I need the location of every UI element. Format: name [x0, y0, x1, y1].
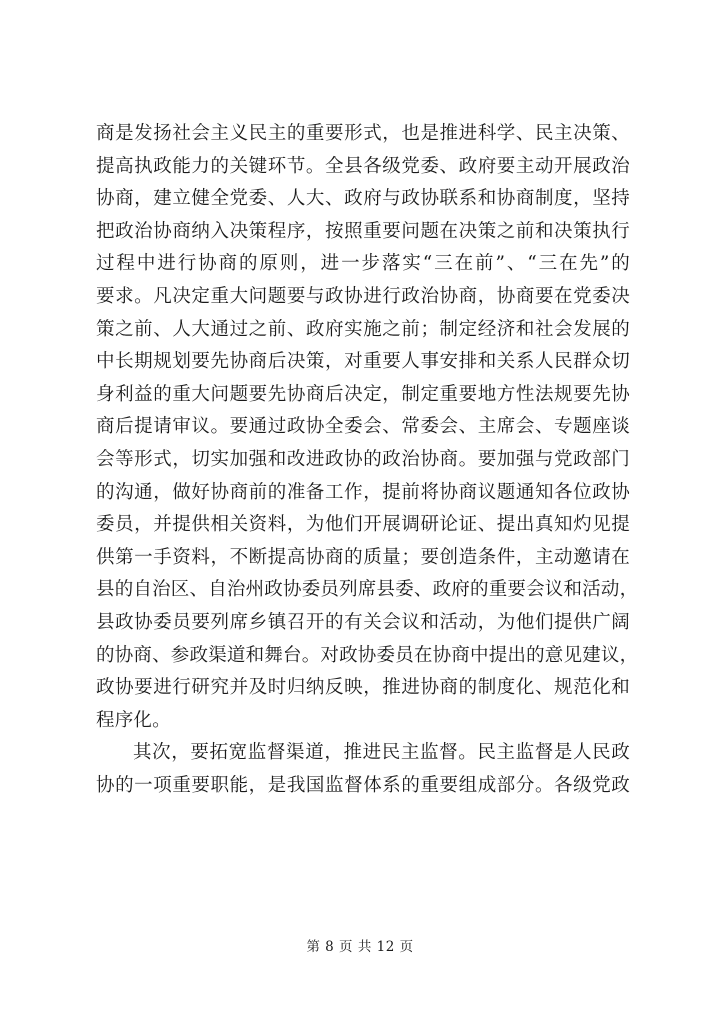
text-line: 县政协委员要列席乡镇召开的有关会议和活动，为他们提供广阔	[96, 611, 630, 633]
text-line: 要求。凡决定重大问题要与政协进行政治协商，协商要在党委决	[96, 285, 630, 307]
text-line: 协的一项重要职能，是我国监督体系的重要组成部分。各级党政	[96, 774, 630, 796]
text-line: 的沟通，做好协商前的准备工作，提前将协商议题通知各位政协	[96, 481, 630, 503]
paragraph-start-line: 其次，要拓宽监督渠道，推进民主监督。民主监督是人民政	[133, 742, 630, 764]
text-line: 的协商、参政渠道和舞台。对政协委员在协商中提出的意见建议，	[96, 644, 639, 666]
page-number-footer: 第 8 页 共 12 页	[306, 939, 414, 955]
text-line: 策之前、人大通过之前、政府实施之前；制定经济和社会发展的	[96, 318, 630, 340]
paragraph-end-line: 程序化。	[96, 709, 171, 731]
text-line: 过程中进行协商的原则，进一步落实“三在前”、“三在先”的	[96, 253, 630, 275]
text-line: 会等形式，切实加强和改进政协的政治协商。要加强与党政部门	[96, 448, 630, 470]
text-line: 政协要进行研究并及时归纳反映，推进协商的制度化、规范化和	[96, 677, 630, 699]
text-line: 供第一手资料，不断提高协商的质量；要创造条件，主动邀请在	[96, 546, 630, 568]
text-line: 中长期规划要先协商后决策，对重要人事安排和关系人民群众切	[96, 351, 630, 373]
text-line: 提高执政能力的关键环节。全县各级党委、政府要主动开展政治	[96, 155, 630, 177]
text-line: 身利益的重大问题要先协商后决定，制定重要地方性法规要先协	[96, 383, 630, 405]
body-text	[96, 118, 639, 802]
text-line: 县的自治区、自治州政协委员列席县委、政府的重要会议和活动，	[96, 579, 639, 601]
text-line: 委员，并提供相关资料，为他们开展调研论证、提出真知灼见提	[96, 514, 630, 536]
text-line: 商后提请审议。要通过政协全委会、常委会、主席会、专题座谈	[96, 416, 630, 438]
text-line: 协商，建立健全党委、人大、政府与政协联系和协商制度，坚持	[96, 188, 630, 210]
text-line: 商是发扬社会主义民主的重要形式，也是推进科学、民主决策、	[96, 123, 630, 144]
text-line: 把政治协商纳入决策程序，按照重要问题在决策之前和决策执行	[96, 220, 630, 242]
